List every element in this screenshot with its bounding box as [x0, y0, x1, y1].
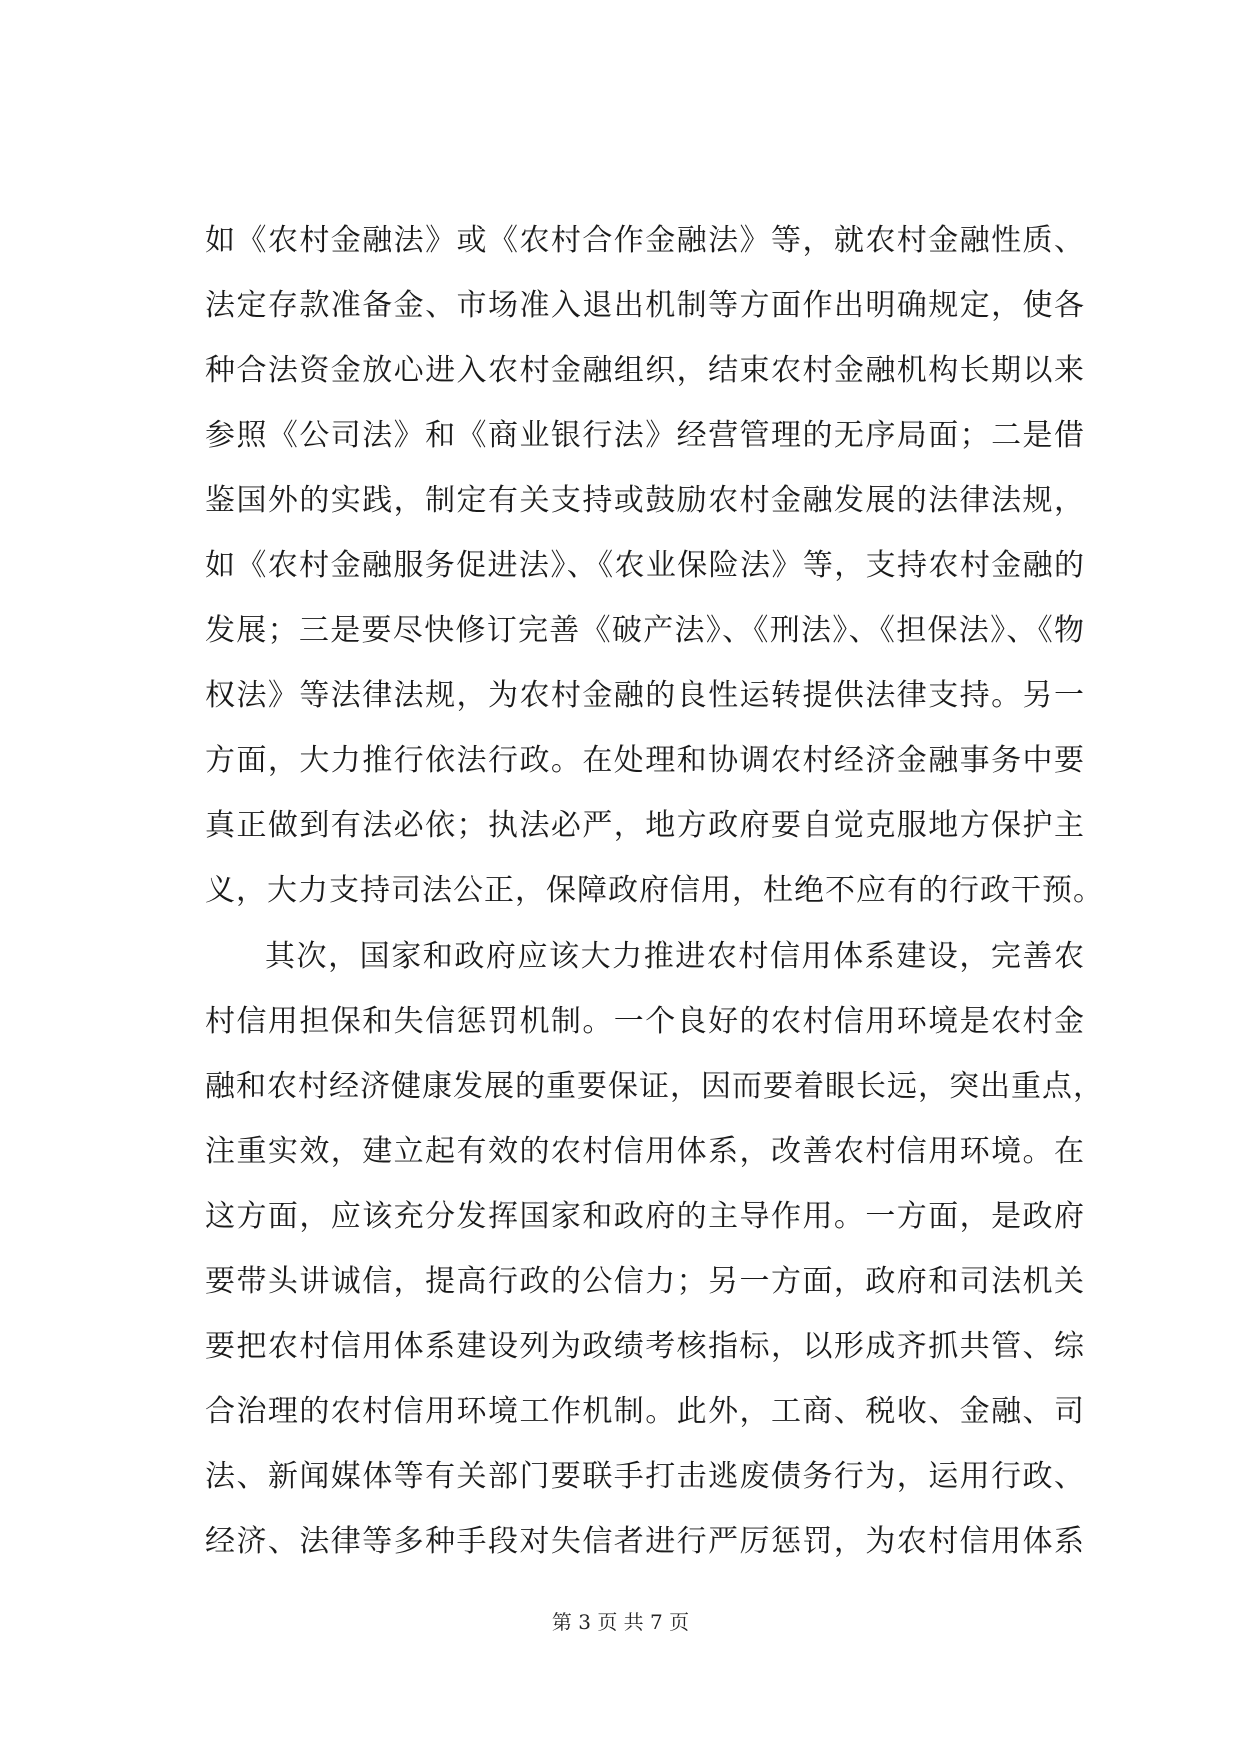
body-line-4: 参照《公司法》和《商业银行法》经营管理的无序局面；二是借	[205, 418, 1085, 453]
body-line-9: 方面，大力推行依法行政。在处理和协调农村经济金融事务中要	[205, 743, 1085, 778]
body-line-10: 真正做到有法必依；执法必严，地方政府要自觉克服地方保护主	[205, 808, 1085, 843]
body-line-16: 这方面，应该充分发挥国家和政府的主导作用。一方面，是政府	[205, 1199, 1085, 1234]
body-line-17: 要带头讲诚信，提高行政的公信力；另一方面，政府和司法机关	[205, 1264, 1085, 1299]
body-line-3: 种合法资金放心进入农村金融组织，结束农村金融机构长期以来	[205, 353, 1085, 388]
body-line-19: 合治理的农村信用环境工作机制。此外，工商、税收、金融、司	[205, 1394, 1085, 1429]
body-line-21: 经济、法律等多种手段对失信者进行严厉惩罚，为农村信用体系	[205, 1524, 1085, 1559]
body-line-15: 注重实效，建立起有效的农村信用体系，改善农村信用环境。在	[205, 1134, 1085, 1169]
body-line-1: 如《农村金融法》或《农村合作金融法》等，就农村金融性质、	[205, 223, 1085, 258]
page-number-footer: 第 3 页 共 7 页	[551, 1610, 690, 1634]
body-line-11: 义，大力支持司法公正，保障政府信用，杜绝不应有的行政干预。	[205, 873, 1104, 908]
body-line-2: 法定存款准备金、市场准入退出机制等方面作出明确规定，使各	[205, 288, 1085, 323]
body-line-6: 如《农村金融服务促进法》、《农业保险法》等，支持农村金融的	[205, 548, 1085, 583]
body-line-13: 村信用担保和失信惩罚机制。一个良好的农村信用环境是农村金	[205, 1004, 1085, 1039]
body-line-20: 法、新闻媒体等有关部门要联手打击逃废债务行为，运用行政、	[205, 1459, 1085, 1494]
body-line-12: 其次，国家和政府应该大力推进农村信用体系建设，完善农	[265, 939, 1085, 974]
body-line-8: 权法》等法律法规，为农村金融的良性运转提供法律支持。另一	[205, 678, 1085, 713]
body-line-5: 鉴国外的实践，制定有关支持或鼓励农村金融发展的法律法规，	[205, 483, 1085, 518]
body-line-14: 融和农村经济健康发展的重要保证，因而要着眼长远，突出重点，	[205, 1069, 1104, 1104]
body-line-7: 发展；三是要尽快修订完善《破产法》、《刑法》、《担保法》、《物	[205, 613, 1085, 648]
body-line-18: 要把农村信用体系建设列为政绩考核指标，以形成齐抓共管、综	[205, 1329, 1085, 1364]
